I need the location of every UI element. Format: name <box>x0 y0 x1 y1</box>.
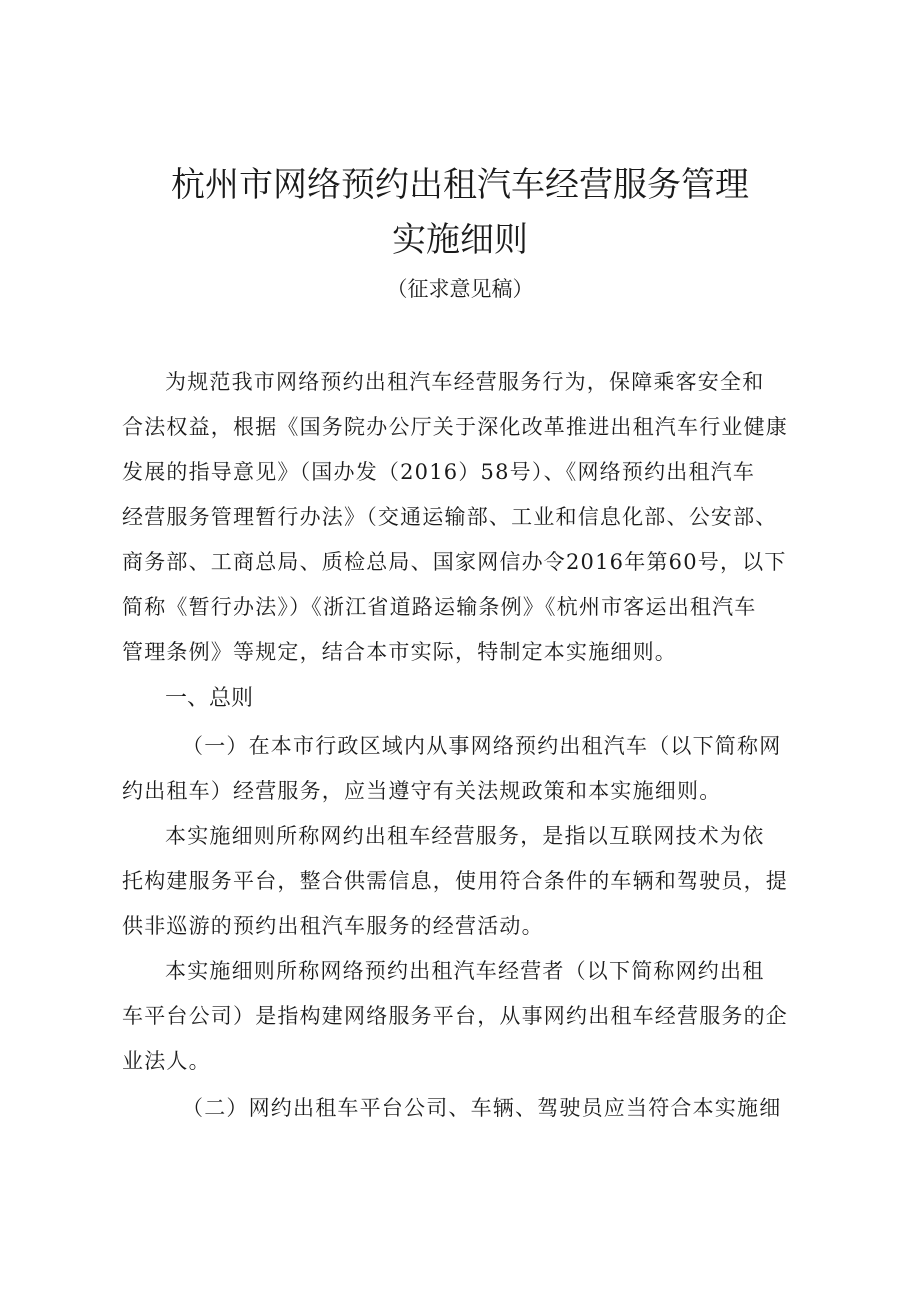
clause-2-line: （二）网约出租车平台公司、车辆、驾驶员应当符合本实施细 <box>182 1096 782 1120</box>
preamble-line: 经营服务管理暂行办法》（交通运输部、工业和信息化部、公安部、 <box>122 505 778 529</box>
definition-1-line: 托构建服务平台，整合供需信息，使用符合条件的车辆和驾驶员，提 <box>122 869 788 893</box>
definition-2-line: 车平台公司）是指构建网络服务平台，从事网约出租车经营服务的企 <box>122 1004 788 1028</box>
document-title-line-1: 杭州市网络预约出租汽车经营服务管理 <box>171 165 749 205</box>
definition-1-line: 供非巡游的预约出租汽车服务的经营活动。 <box>122 914 544 938</box>
definition-2-line: 本实施细则所称网络预约出租汽车经营者（以下简称网约出租 <box>165 959 765 983</box>
preamble-line: 管理条例》等规定，结合本市实际，特制定本实施细则。 <box>122 640 677 664</box>
preamble-line: 合法权益，根据《国务院办公厅关于深化改革推进出租汽车行业健康 <box>122 415 788 439</box>
document-subtitle: （征求意见稿） <box>386 277 534 301</box>
preamble-line: 发展的指导意见》（国办发（2016）58号）、《网络预约出租汽车 <box>122 460 756 484</box>
document-title-line-2: 实施细则 <box>392 220 528 260</box>
preamble-line: 为规范我市网络预约出租汽车经营服务行为，保障乘客安全和 <box>165 370 765 394</box>
definition-2-line: 业法人。 <box>122 1049 211 1073</box>
preamble-line: 商务部、工商总局、质检总局、国家网信办令2016年第60号，以下 <box>122 550 787 574</box>
preamble-line: 简称《暂行办法》）《浙江省道路运输条例》《杭州市客运出租汽车 <box>122 595 757 619</box>
section-heading-general: 一、总则 <box>165 686 254 711</box>
definition-1-line: 本实施细则所称网约出租车经营服务，是指以互联网技术为依 <box>165 824 765 848</box>
clause-1-line: （一）在本市行政区域内从事网络预约出租汽车（以下简称网 <box>182 734 782 758</box>
clause-1-line: 约出租车）经营服务，应当遵守有关法规政策和本实施细则。 <box>122 779 722 803</box>
